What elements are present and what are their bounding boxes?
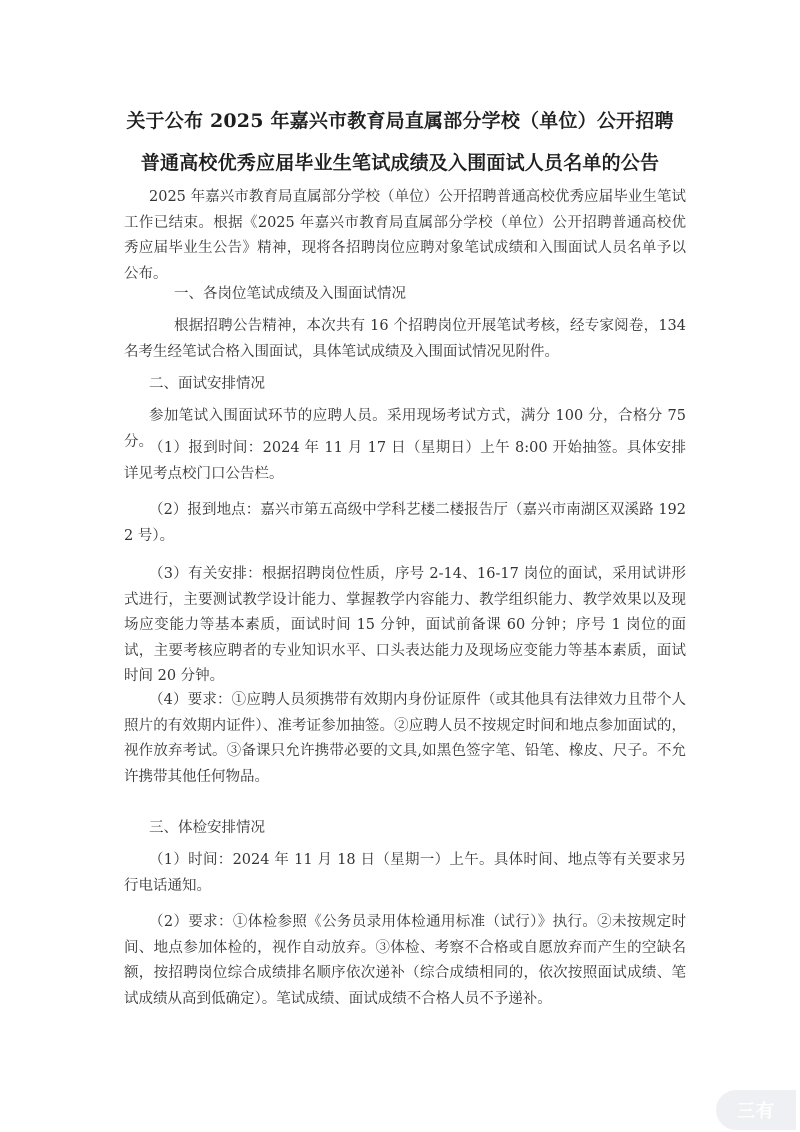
watermark-badge: 三有 bbox=[716, 1090, 796, 1130]
intro-paragraph: 2025 年嘉兴市教育局直属部分学校（单位）公开招聘普通高校优秀应届毕业生笔试工作已结束。根据《2025 年嘉兴市教育局直属部分学校（单位）公开招聘普通高校优秀应届毕业生公告》精神，现将各招聘岗位应聘对象笔试成绩和入围面试人员名单予以公布。 bbox=[124, 189, 686, 282]
section-2-intro: 参加笔试入围面试环节的应聘人员。采用现场考试方式，满分 100 分，合格分 75 分。 bbox=[124, 408, 686, 450]
section-2-item-3: （3）有关安排：根据招聘岗位性质，序号 2-14、16-17 岗位的面试，采用试讲形式进行，主要测试教学设计能力、掌握教学内容能力、教学组织能力、教学效果以及现场应变能力等基本素质，面试时间 15 分钟，面试前备课 60 分钟；序号 1 岗位的面试，主要考核应聘者的专业知识水平、口头表达能力及现场应变能力等基本素质，面试时间 20 分钟。 bbox=[124, 566, 686, 684]
document-title-line-2: 普通高校优秀应届毕业生笔试成绩及入围面试人员名单的公告 bbox=[140, 152, 660, 174]
section-2-item-1: （1）报到时间：2024 年 11 月 17 日（星期日）上午 8:00 开始抽签。具体安排详见考点校门口公告栏。 bbox=[124, 440, 686, 482]
section-1-heading: 一、各岗位笔试成绩及入围面试情况 bbox=[174, 286, 406, 302]
section-2-item-2: （2）报到地点：嘉兴市第五高级中学科艺楼二楼报告厅（嘉兴市南湖区双溪路 1922 号）。 bbox=[124, 502, 686, 544]
section-3-item-1: （1）时间：2024 年 11 月 18 日（星期一）上午。具体时间、地点等有关要求另行电话通知。 bbox=[124, 852, 686, 894]
section-3-item-2: （2）要求：①体检参照《公务员录用体检通用标准（试行）》执行。②未按规定时间、地点参加体检的，视作自动放弃。③体检、考察不合格或自愿放弃而产生的空缺名额，按招聘岗位综合成绩排名顺序依次递补（综合成绩相同的，依次按照面试成绩、笔试成绩从高到低确定）。笔试成绩、面试成绩不合格人员不予递补。 bbox=[124, 914, 686, 1007]
section-1-body: 根据招聘公告精神，本次共有 16 个招聘岗位开展笔试考核，经专家阅卷，134 名考生经笔试合格入围面试，具体笔试成绩及入围面试情况见附件。 bbox=[124, 318, 686, 360]
section-3-heading: 三、体检安排情况 bbox=[149, 820, 265, 836]
section-2-heading: 二、面试安排情况 bbox=[149, 376, 265, 392]
section-2-item-4: （4）要求：①应聘人员须携带有效期内身份证原件（或其他具有法律效力且带个人照片的有效期内证件）、准考证参加抽签。②应聘人员不按规定时间和地点参加面试的，视作放弃考试。③备课只允许携带必要的文具,如黑色签字笔、铅笔、橡皮、尺子。不允许携带其他任何物品。 bbox=[124, 692, 686, 785]
document-title-line-1: 关于公布 2025 年嘉兴市教育局直属部分学校（单位）公开招聘 bbox=[126, 110, 674, 132]
